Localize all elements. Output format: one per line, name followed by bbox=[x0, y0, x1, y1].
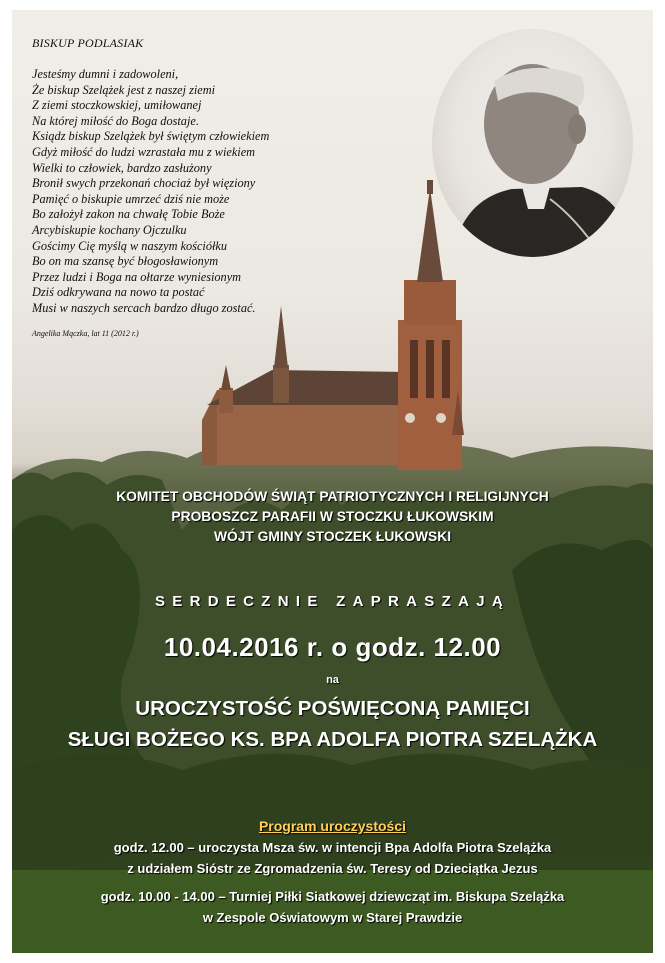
poem-title: BISKUP PODLASIAK bbox=[32, 36, 144, 50]
program-title: Program uroczystości bbox=[258, 818, 407, 834]
poem-line: Wielki to człowiek, bardzo zasłużony bbox=[32, 160, 212, 175]
spacer bbox=[12, 879, 653, 886]
program-line: godz. 10.00 - 14.00 – Turniej Piłki Siatkowej dziewcząt im. Biskupa Szelążka bbox=[100, 889, 565, 904]
program-line: w Zespole Oświatowym w Starej Prawdzie bbox=[202, 910, 463, 925]
poem bbox=[32, 36, 269, 338]
event-title bbox=[12, 693, 653, 755]
poem-line: Arcybiskupie kochany Ojczulku bbox=[32, 222, 187, 237]
poem-line: Z ziemi stoczkowskiej, umiłowanej bbox=[32, 98, 202, 113]
invitation: SERDECZNIE ZAPRASZAJĄ bbox=[155, 593, 510, 610]
organizer-line: WÓJT GMINY STOCZEK ŁUKOWSKI bbox=[213, 529, 452, 544]
poem-line: Przez ludzi i Boga na ołtarze wyniesionym bbox=[32, 269, 242, 284]
poem-line: Jesteśmy dumni i zadowoleni, bbox=[32, 67, 179, 81]
poem-line: Musi w naszych sercach bardzo długo zostać. bbox=[32, 300, 256, 315]
poem-line: Bo założył zakon na chwałę Tobie Boże bbox=[32, 207, 225, 222]
poem-line: Ksiądz biskup Szelążek był świętym człowiekiem bbox=[32, 129, 270, 144]
poem-line: Bo on ma szansę być błogosławionym bbox=[32, 254, 219, 269]
poem-line: Pamięć o biskupie umrzeć dziś nie może bbox=[32, 191, 230, 206]
event-date: 10.04.2016 r. o godz. 12.00 bbox=[163, 632, 502, 662]
program bbox=[12, 818, 653, 928]
organizer-line: PROBOSZCZ PARAFII W STOCZKU ŁUKOWSKIM bbox=[171, 509, 494, 524]
portrait-figure bbox=[432, 29, 633, 257]
ear bbox=[568, 114, 586, 144]
event-title-line: SŁUGI BOŻEGO KS. BPA ADOLFA PIOTRA SZELĄŻKA bbox=[67, 728, 598, 751]
program-line: z udziałem Sióstr ze Zgromadzenia św. Teresy od Dzieciątka Jezus bbox=[127, 861, 538, 876]
poster bbox=[12, 10, 653, 953]
poem-line: Na której miłość do Boga dostaje. bbox=[32, 113, 199, 128]
portrait-bishop bbox=[432, 29, 633, 257]
organizers bbox=[12, 487, 653, 547]
poem-line: Gościmy Cię myślą w naszym kościółku bbox=[32, 238, 228, 253]
poem-line: Że biskup Szelążek jest z naszej ziemi bbox=[32, 82, 216, 97]
event-title-line: UROCZYSTOŚĆ POŚWIĘCONĄ PAMIĘCI bbox=[135, 697, 530, 720]
poem-author: Angelika Mączka, lat 11 (2012 r.) bbox=[32, 328, 139, 338]
na-word: na bbox=[326, 674, 339, 686]
poem-line: Bronił swych przekonań chociaż był więziony bbox=[32, 176, 256, 191]
poem-line: Dziś odkrywana na nowo ta postać bbox=[32, 285, 205, 300]
organizer-line: KOMITET OBCHODÓW ŚWIĄT PATRIOTYCZNYCH I RELIGIJNYCH bbox=[116, 489, 549, 504]
program-line: godz. 12.00 – uroczysta Msza św. w intencji Bpa Adolfa Piotra Szelążka bbox=[113, 840, 552, 855]
poem-line: Gdyż miłość do ludzi wzrastała mu z wiekiem bbox=[32, 144, 256, 159]
